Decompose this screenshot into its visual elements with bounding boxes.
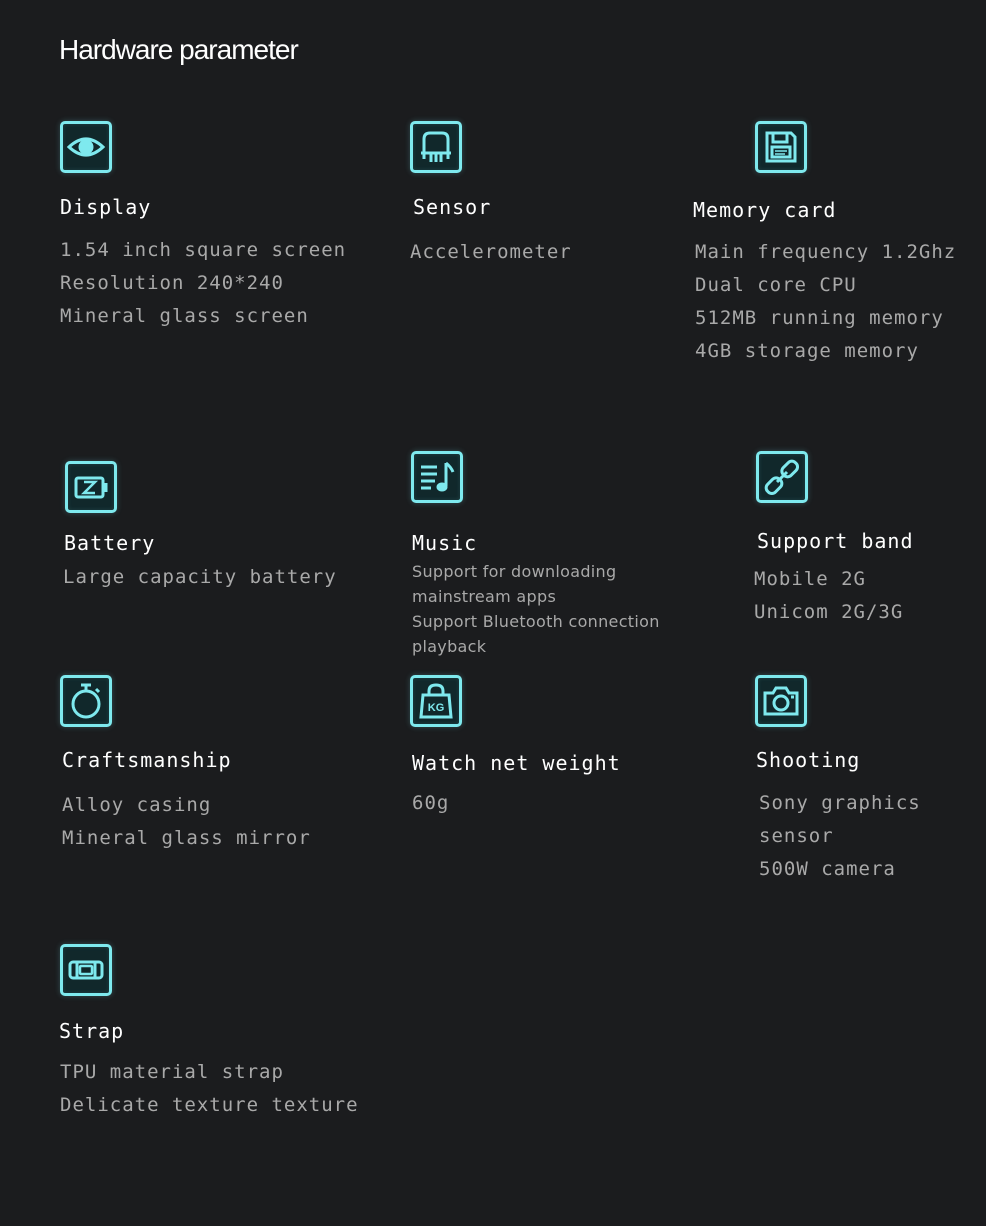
- spec-description: [412, 559, 660, 659]
- spec-description: [410, 236, 572, 269]
- spec-support-band: [754, 451, 986, 623]
- spec-title: Battery: [64, 531, 156, 555]
- spec-battery: [63, 461, 355, 588]
- spec-line: Alloy casing: [62, 794, 212, 816]
- spec-line: sensor: [759, 825, 834, 847]
- weight-icon: [410, 675, 462, 727]
- spec-display: [60, 121, 350, 327]
- spec-description: [759, 787, 921, 886]
- spec-description: [63, 561, 337, 594]
- page-title: Hardware parameter: [59, 34, 298, 65]
- spec-line: 60g: [412, 792, 450, 814]
- spec-line: Large capacity battery: [63, 566, 337, 588]
- spec-line: Support for downloading: [412, 562, 617, 581]
- floppy-disk-icon: [755, 121, 807, 173]
- spec-description: [62, 789, 311, 855]
- spec-line: Delicate texture texture: [60, 1094, 359, 1116]
- spec-title: Shooting: [756, 748, 861, 772]
- eye-icon: [60, 121, 112, 173]
- spec-title: Watch net weight: [412, 751, 621, 775]
- spec-line: Main frequency 1.2Ghz: [695, 241, 957, 263]
- spec-title: Strap: [59, 1019, 125, 1043]
- spec-line: TPU material strap: [60, 1061, 284, 1083]
- battery-icon: [65, 461, 117, 513]
- music-document-icon: [411, 451, 463, 503]
- sensor-chip-icon: [410, 121, 462, 173]
- spec-description: [695, 236, 956, 368]
- spec-description: [60, 234, 346, 333]
- spec-line: Resolution 240*240: [60, 272, 284, 294]
- spec-line: 500W camera: [759, 858, 896, 880]
- spec-watch-net-weight: [410, 675, 700, 814]
- spec-line: 4GB storage memory: [695, 340, 919, 362]
- spec-line: Accelerometer: [410, 241, 572, 263]
- spec-shooting: [755, 675, 986, 880]
- spec-music: [411, 451, 701, 656]
- spec-strap: [59, 944, 359, 1116]
- spec-title: Memory card: [693, 198, 837, 222]
- spec-line: playback: [412, 637, 487, 656]
- spec-line: 1.54 inch square screen: [60, 239, 347, 261]
- spec-line: Mineral glass mirror: [62, 827, 311, 849]
- spec-description: [60, 1056, 359, 1122]
- spec-title: Music: [412, 531, 478, 555]
- link-icon: [756, 451, 808, 503]
- spec-line: mainstream apps: [412, 587, 557, 606]
- spec-title: Craftsmanship: [62, 748, 232, 772]
- weight-icon-label: KG: [427, 702, 445, 714]
- spec-line: Mineral glass screen: [60, 305, 309, 327]
- spec-line: Unicom 2G/3G: [754, 601, 904, 623]
- spec-line: Dual core CPU: [695, 274, 857, 296]
- spec-craftsmanship: [60, 675, 350, 849]
- spec-title: Support band: [757, 529, 914, 553]
- strap-icon: [60, 944, 112, 996]
- spec-description: [754, 563, 903, 629]
- spec-memory-card: [693, 121, 986, 362]
- spec-title: Display: [60, 195, 152, 219]
- spec-description: [412, 787, 449, 820]
- spec-line: Support Bluetooth connection: [412, 612, 660, 631]
- spec-line: Mobile 2G: [754, 568, 866, 590]
- stopwatch-icon: [60, 675, 112, 727]
- camera-icon: [755, 675, 807, 727]
- spec-line: Sony graphics: [759, 792, 921, 814]
- spec-line: 512MB running memory: [695, 307, 944, 329]
- spec-sensor: [410, 121, 700, 263]
- spec-title: Sensor: [413, 195, 492, 219]
